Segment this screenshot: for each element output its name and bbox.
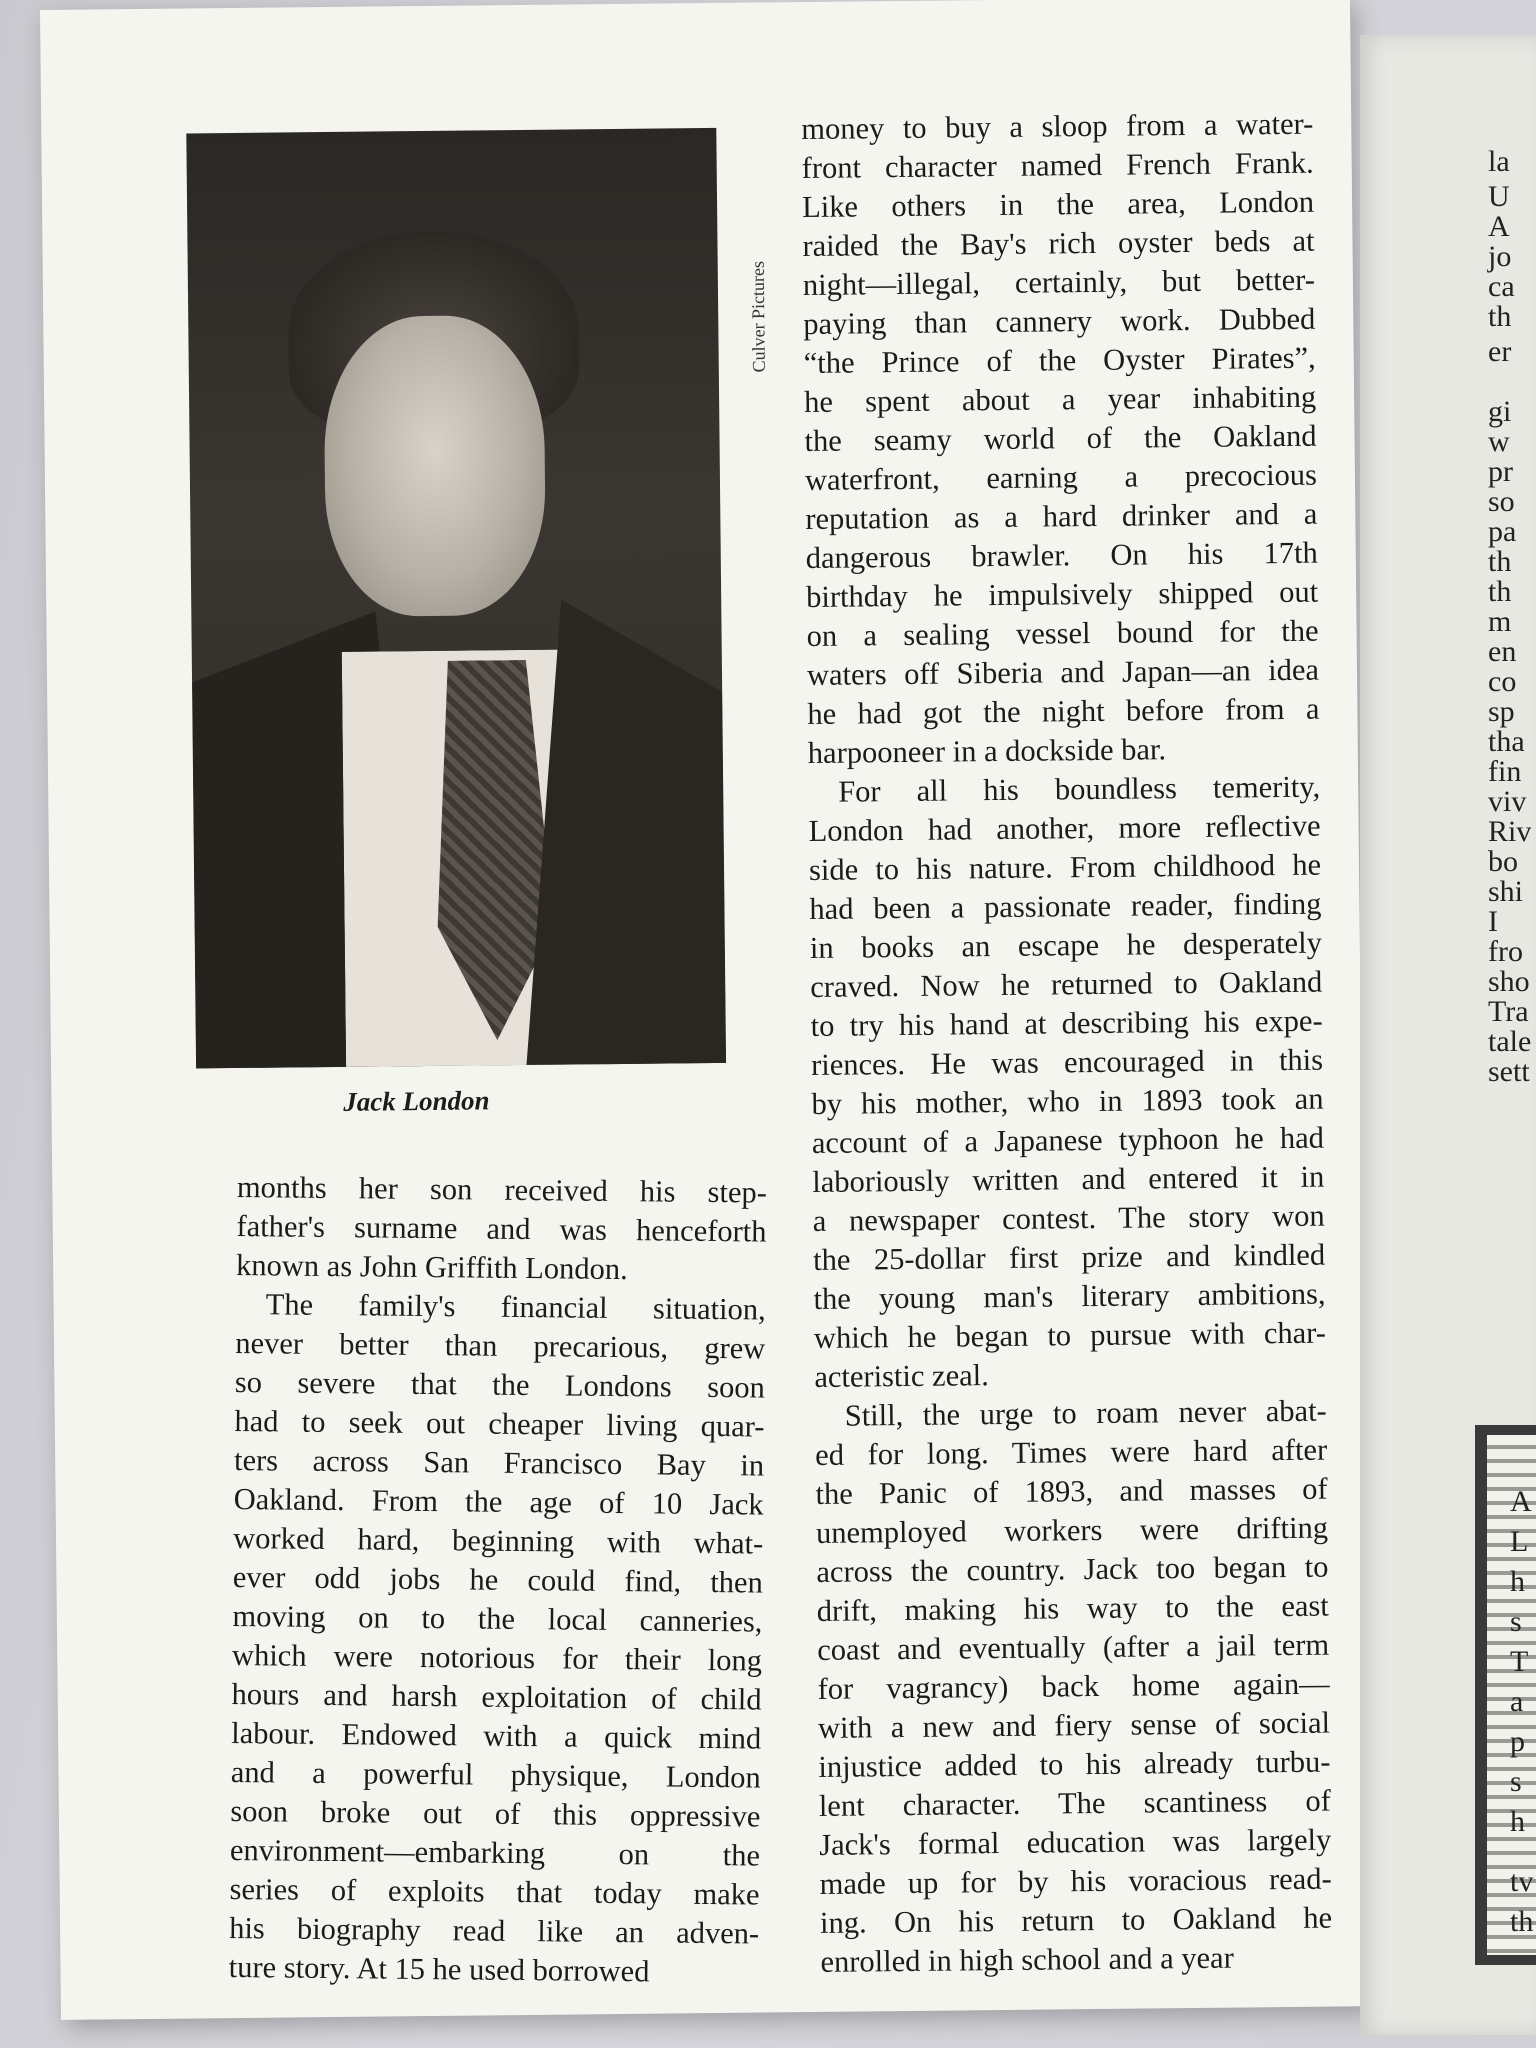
text-line: environment—embarking on the	[229, 1832, 761, 1873]
next-page-fragment: A	[1488, 210, 1510, 243]
next-page-fragment: p	[1510, 1725, 1525, 1758]
text-line: ed for long. Times were hard after	[814, 1432, 1328, 1472]
text-line: “the Prince of the Oyster Pirates”,	[803, 340, 1316, 381]
text-line: had to seek out cheaper living quar-	[234, 1403, 765, 1444]
text-line: he had got the night before from a	[807, 691, 1320, 732]
text-line: laboriously written and entered it in	[812, 1159, 1325, 1199]
text-line: by his mother, who in 1893 took an	[811, 1081, 1324, 1121]
text-line: lent character. The scantiness of	[818, 1783, 1331, 1823]
next-page-fragment: h	[1510, 1565, 1525, 1598]
text-line: never better than precarious, grew	[235, 1325, 766, 1366]
text-line: waters off Siberia and Japan—an idea	[806, 652, 1320, 693]
text-line: on a sealing vessel bound for the	[806, 613, 1319, 654]
next-page-fragment: tv	[1510, 1865, 1534, 1898]
next-page-fragment: th	[1488, 300, 1512, 333]
next-page-fragment: so	[1488, 485, 1515, 518]
text-line: the seamy world of the Oakland	[804, 418, 1317, 459]
text-line: riences. He was encouraged in this	[810, 1042, 1324, 1082]
text-line: series of exploits that today make	[229, 1871, 760, 1912]
text-line: Still, the urge to roam never abat-	[844, 1393, 1327, 1433]
next-page-fragment: A	[1510, 1485, 1532, 1518]
book-page	[40, 0, 1371, 2020]
text-line: labour. Endowed with a quick mind	[231, 1715, 762, 1756]
text-line: made up for by his voracious read-	[819, 1861, 1332, 1901]
next-page-fragment: I	[1488, 905, 1498, 938]
text-line: father's surname and was henceforth	[236, 1208, 767, 1249]
text-line: Jack's formal education was largely	[819, 1822, 1332, 1862]
next-page-fragment: pa	[1488, 515, 1517, 548]
next-page-fragment: bo	[1488, 845, 1518, 878]
text-line: his biography read like an adven-	[229, 1910, 760, 1951]
text-line: ing. On his return to Oakland he	[819, 1900, 1333, 1940]
left-text-column	[229, 1168, 768, 1993]
next-page-fragment: tale	[1488, 1025, 1532, 1058]
text-line: a newspaper contest. The story won	[812, 1198, 1325, 1238]
next-page-fragment: a	[1510, 1685, 1524, 1718]
text-line: The family's financial situation,	[265, 1287, 766, 1327]
next-page-fragment: th	[1488, 575, 1512, 608]
text-line: Like others in the area, London	[801, 184, 1315, 225]
text-line: the young man's literary ambitions,	[813, 1276, 1326, 1316]
text-line: paying than cannery work. Dubbed	[803, 301, 1316, 342]
text-line: which he began to pursue with char-	[813, 1315, 1327, 1355]
text-line: across the country. Jack too began to	[816, 1549, 1329, 1589]
next-page-fragment: shi	[1488, 875, 1524, 908]
text-line: the Panic of 1893, and masses of	[815, 1471, 1328, 1511]
next-page-fragment: Tra	[1488, 995, 1529, 1028]
next-page-fragment: ca	[1488, 270, 1515, 303]
text-line: enrolled in high school and a year	[820, 1940, 1234, 1979]
right-text-column	[801, 105, 1333, 1982]
text-line: dangerous brawler. On his 17th	[805, 535, 1318, 576]
text-line: which were notorious for their long	[231, 1637, 763, 1678]
text-line: injustice added to his already turbu-	[818, 1744, 1331, 1784]
next-page-fragment: en	[1488, 635, 1517, 668]
text-line: ters across San Francisco Bay in	[233, 1442, 765, 1483]
next-page-fragment: la	[1488, 145, 1510, 178]
next-page-fragment: s	[1510, 1605, 1522, 1638]
text-line: months her son received his step-	[236, 1169, 768, 1210]
text-line: money to buy a sloop from a water-	[801, 106, 1314, 147]
text-line: reputation as a hard drinker and a	[805, 496, 1318, 537]
text-line: he spent about a year inhabiting	[803, 379, 1317, 420]
text-line: harpooneer in a dockside bar.	[807, 732, 1167, 770]
text-line: waterfront, earning a precocious	[804, 457, 1318, 498]
text-line: raided the Bay's rich oyster beds at	[802, 223, 1315, 264]
text-line: coast and eventually (after a jail term	[817, 1627, 1330, 1667]
text-line: drift, making his way to the east	[816, 1588, 1329, 1628]
text-line: Oakland. From the age of 10 Jack	[233, 1481, 764, 1522]
next-page-fragment: sett	[1488, 1055, 1530, 1088]
text-line: the 25-dollar first prize and kindled	[812, 1237, 1326, 1277]
next-page-fragment: Riv	[1488, 815, 1532, 848]
next-page-fragment: U	[1488, 180, 1510, 213]
text-line: known as John Griffith London.	[235, 1247, 628, 1287]
text-line: moving on to the local canneries,	[232, 1598, 763, 1639]
text-line: craved. Now he returned to Oakland	[810, 964, 1323, 1004]
text-line: so severe that the Londons soon	[234, 1364, 766, 1405]
next-page-fragment: viv	[1488, 785, 1527, 818]
next-page-fragment: er	[1488, 335, 1512, 368]
next-page-fragment: co	[1488, 665, 1517, 698]
text-line: unemployed workers were drifting	[815, 1510, 1329, 1550]
text-line: London had another, more reflective	[808, 808, 1321, 848]
text-line: soon broke out of this oppressive	[230, 1793, 761, 1834]
next-page-fragment: jo	[1488, 240, 1512, 273]
text-line: front character named French Frank.	[801, 145, 1314, 186]
text-line: ture story. At 15 he used borrowed	[228, 1949, 650, 1989]
photo-credit: Culver Pictures	[747, 260, 769, 373]
next-page-fragment: sp	[1488, 695, 1515, 728]
portrait-photo	[186, 128, 726, 1068]
text-line: with a new and fiery sense of social	[817, 1705, 1331, 1745]
text-line: birthday he impulsively shipped out	[806, 574, 1319, 615]
text-line: night—illegal, certainly, but better-	[802, 262, 1316, 303]
text-line: for vagrancy) back home again—	[817, 1666, 1330, 1706]
next-page-fragment: th	[1510, 1905, 1534, 1938]
next-page-fragment: m	[1488, 605, 1512, 638]
next-page-fragment: w	[1488, 425, 1510, 458]
next-page-fragment: h	[1510, 1805, 1525, 1838]
text-line: account of a Japanese typhoon he had	[811, 1120, 1325, 1160]
text-line: ever odd jobs he could find, then	[232, 1559, 764, 1600]
text-line: hours and harsh exploitation of child	[231, 1676, 762, 1717]
text-line: had been a passionate reader, finding	[809, 886, 1322, 926]
text-line: to try his hand at describing his expe-	[810, 1003, 1323, 1043]
next-page-fragment: L	[1510, 1525, 1529, 1558]
text-line: worked hard, beginning with what-	[233, 1520, 764, 1561]
next-page-fragment: th	[1488, 545, 1512, 578]
next-page-fragment: sho	[1488, 965, 1530, 998]
next-page-fragment: tha	[1488, 725, 1525, 758]
photo-caption: Jack London	[343, 1085, 490, 1117]
text-line: and a powerful physique, London	[230, 1754, 761, 1795]
next-page-fragment: gi	[1488, 395, 1512, 428]
next-page-fragment: fro	[1488, 935, 1523, 968]
next-page-fragment: s	[1510, 1765, 1522, 1798]
next-page-fragment: T	[1510, 1645, 1529, 1678]
text-line: side to his nature. From childhood he	[808, 847, 1322, 887]
next-page-fragment: pr	[1488, 455, 1513, 488]
text-line: in books an escape he desperately	[809, 925, 1323, 965]
text-line: For all his boundless temerity,	[838, 769, 1321, 809]
next-page-edge	[1360, 35, 1536, 2035]
photo-face	[323, 315, 546, 617]
text-line: acteristic zeal.	[814, 1358, 989, 1394]
next-page-fragment: fin	[1488, 755, 1522, 788]
